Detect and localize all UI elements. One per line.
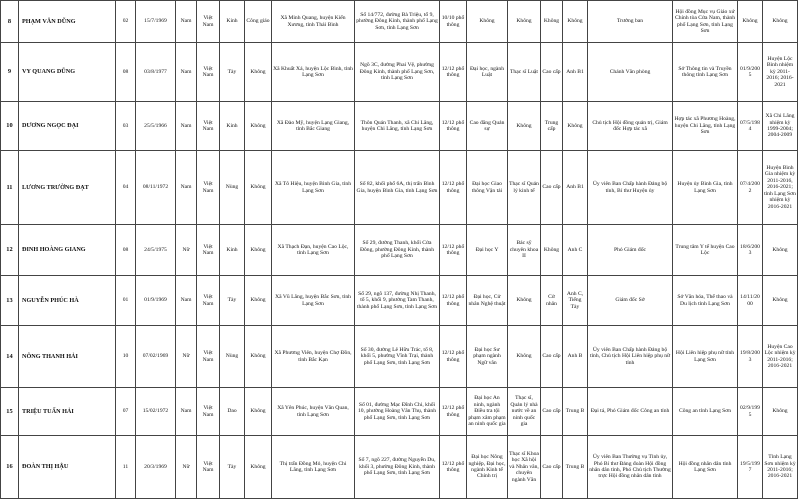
- row-number: 11: [1, 151, 19, 225]
- residence-cell: Thôn Quán Thanh, xã Chi Lăng, huyện Chi Lăng, tỉnh Lạng Sơn: [355, 102, 440, 151]
- degree-cell: Thạc sĩ Khoa học Xã hội và Nhân văn, chuyên ngành Văn: [508, 436, 541, 499]
- hometown-cell: Xã Phương Viên, huyện Chợ Đồn, tỉnh Bắc Kạn: [272, 326, 355, 388]
- education-cell: 12/12 phổ thông: [440, 436, 467, 499]
- religion-cell: Công giáo: [245, 1, 272, 43]
- unit-cell: 04: [116, 151, 136, 225]
- degree-cell: Không: [508, 276, 541, 326]
- birth-date-cell: 20/3/1969: [136, 436, 176, 499]
- position-cell: Giám đốc Sở: [588, 276, 673, 326]
- religion-cell: Không: [245, 326, 272, 388]
- delegate-history-cell: Huyện Bình Gia nhiệm kỳ 2011-2016, 2016-2021; tỉnh Lạng Sơn nhiệm kỳ 2016-2021: [763, 151, 798, 225]
- education-cell: 12/12 phổ thông: [440, 225, 467, 276]
- birth-date-cell: 01/9/1969: [136, 276, 176, 326]
- residence-cell: Số 82, khối phố 6A, thị trấn Bình Gia, huyện Bình Gia, tỉnh Lạng Sơn: [355, 151, 440, 225]
- specialty-cell: Không: [467, 1, 508, 43]
- birth-date-cell: 24/5/1975: [136, 225, 176, 276]
- nationality-cell: Việt Nam: [197, 225, 220, 276]
- religion-cell: Không: [245, 151, 272, 225]
- degree-cell: Thạc sĩ Quản lý kinh tế: [508, 151, 541, 225]
- unit-cell: 03: [116, 102, 136, 151]
- party-join-date-cell: 01/9/2005: [738, 43, 763, 102]
- position-cell: Ủy viên Ban Thường vụ Tỉnh ủy, Phó Bí thư Đảng đoàn Hội đồng nhân dân tỉnh, Phó Chủ tịch Thường trực Hội đồng nhân dân tỉnh: [588, 436, 673, 499]
- position-cell: Trưởng ban: [588, 1, 673, 43]
- position-cell: Ủy viên Ban Chấp hành Đảng bộ tỉnh, Bí thư Huyện ủy: [588, 151, 673, 225]
- birth-date-cell: 03/8/1977: [136, 43, 176, 102]
- gender-cell: Nữ: [176, 326, 197, 388]
- language-cell: Trung B: [563, 436, 588, 499]
- education-cell: 12/12 phổ thông: [440, 43, 467, 102]
- political-theory-cell: Cao cấp: [541, 151, 563, 225]
- nationality-cell: Việt Nam: [197, 151, 220, 225]
- ethnicity-cell: Kinh: [220, 1, 245, 43]
- position-cell: Đại tá, Phó Giám đốc Công an tỉnh: [588, 388, 673, 436]
- workplace-cell: Hội đồng nhân dân tỉnh Lạng Sơn: [673, 436, 738, 499]
- table-row: [1, 225, 798, 276]
- unit-cell: 02: [116, 1, 136, 43]
- row-number: 8: [1, 1, 19, 43]
- unit-cell: 08: [116, 43, 136, 102]
- language-cell: Trung B: [563, 388, 588, 436]
- party-join-date-cell: 18/6/2003: [738, 225, 763, 276]
- party-join-date-cell: 19/5/1997: [738, 436, 763, 499]
- ethnicity-cell: Kinh: [220, 225, 245, 276]
- education-cell: 12/12 phổ thông: [440, 388, 467, 436]
- hometown-cell: Thị trấn Đồng Mỏ, huyện Chi Lăng, tỉnh Lạng Sơn: [272, 436, 355, 499]
- language-cell: Anh B: [563, 326, 588, 388]
- degree-cell: Không: [508, 1, 541, 43]
- language-cell: Anh B1: [563, 151, 588, 225]
- specialty-cell: Đại học, Cử nhân Nghệ thuật: [467, 276, 508, 326]
- language-cell: Anh C: [563, 225, 588, 276]
- unit-cell: 07: [116, 388, 136, 436]
- ethnicity-cell: Nùng: [220, 151, 245, 225]
- table-row: [1, 102, 798, 151]
- religion-cell: Không: [245, 388, 272, 436]
- nationality-cell: Việt Nam: [197, 326, 220, 388]
- hometown-cell: Xã Yên Phúc, huyện Văn Quan, tỉnh Lạng Sơn: [272, 388, 355, 436]
- candidate-name: VY QUANG DŨNG: [19, 43, 116, 102]
- nationality-cell: Việt Nam: [197, 436, 220, 499]
- candidate-name: NGUYỄN PHÚC HÀ: [19, 276, 116, 326]
- table-row: [1, 276, 798, 326]
- education-cell: 10/10 phổ thông: [440, 1, 467, 43]
- ethnicity-cell: Tày: [220, 43, 245, 102]
- unit-cell: 08: [116, 225, 136, 276]
- education-cell: 12/12 phổ thông: [440, 151, 467, 225]
- specialty-cell: Đại học, ngành Luật: [467, 43, 508, 102]
- political-theory-cell: Không: [541, 1, 563, 43]
- residence-cell: Số 7, ngõ 227, đường Nguyễn Du, khối 3, phường Đông Kinh, thành phố Lạng Sơn, tỉnh Lạng Sơn: [355, 436, 440, 499]
- nationality-cell: Việt Nam: [197, 1, 220, 43]
- residence-cell: Số 29, ngõ 137, đường Nhị Thanh, tổ 5, khối 9, phường Tam Thanh, thành phố Lạng Sơn, tỉnh Lạng Sơn: [355, 276, 440, 326]
- language-cell: Không: [563, 1, 588, 43]
- workplace-cell: Hội Liên hiệp phụ nữ tỉnh Lạng Sơn: [673, 326, 738, 388]
- delegate-history-cell: Huyện Lộc Bình nhiệm kỳ 2011-2016; 2016-2021: [763, 43, 798, 102]
- table-row: [1, 1, 798, 43]
- residence-cell: Số 30, đường Lê Hữu Trác, tổ 8, khối 5, phường Vĩnh Trại, thành phố Lạng Sơn, tỉnh Lạng Sơn: [355, 326, 440, 388]
- ethnicity-cell: Kinh: [220, 102, 245, 151]
- table-row: [1, 326, 798, 388]
- candidate-name: LƯƠNG TRƯỜNG ĐẠT: [19, 151, 116, 225]
- row-number: 12: [1, 225, 19, 276]
- gender-cell: Nữ: [176, 225, 197, 276]
- delegate-history-cell: Không: [763, 276, 798, 326]
- candidate-name: PHẠM VĂN DŨNG: [19, 1, 116, 43]
- specialty-cell: Đại học Nông nghiệp, Đại học, ngành Kinh tế Chính trị: [467, 436, 508, 499]
- delegate-history-cell: Huyện Cao Lộc nhiệm kỳ 2011-2016; 2016-2021: [763, 326, 798, 388]
- table-row: [1, 436, 798, 499]
- position-cell: Chủ tịch Hội đồng quản trị, Giám đốc Hợp tác xã: [588, 102, 673, 151]
- gender-cell: Nam: [176, 102, 197, 151]
- position-cell: Chánh Văn phòng: [588, 43, 673, 102]
- workplace-cell: Huyện ủy Bình Gia, tỉnh Lạng Sơn: [673, 151, 738, 225]
- workplace-cell: Hợp tác xã Phương Hoàng, huyện Chi Lăng, tỉnh Lạng Sơn: [673, 102, 738, 151]
- delegate-history-cell: Không: [763, 1, 798, 43]
- religion-cell: Không: [245, 225, 272, 276]
- workplace-cell: Sở Văn hóa, Thể thao và Du lịch tỉnh Lạng Sơn: [673, 276, 738, 326]
- specialty-cell: Đại học An ninh, ngành Điều tra tội phạm xâm phạm an ninh quốc gia: [467, 388, 508, 436]
- row-number: 15: [1, 388, 19, 436]
- residence-cell: Số 14/772, đường Bà Triệu, tổ 9, phường Đông Kinh, thành phố Lạng Sơn, tỉnh Lạng Sơn: [355, 1, 440, 43]
- residence-cell: Số 29, đường Thanh, khối Cửa Đông, phường Đông Kinh, thành phố Lạng Sơn: [355, 225, 440, 276]
- position-cell: Ủy viên Ban Chấp hành Đảng bộ tỉnh, Chủ tịch Hội Liên hiệp phụ nữ tỉnh: [588, 326, 673, 388]
- religion-cell: Không: [245, 436, 272, 499]
- birth-date-cell: 25/5/1966: [136, 102, 176, 151]
- delegate-history-cell: Xã Chi Lăng nhiệm kỳ 1999-2004; 2004-2009: [763, 102, 798, 151]
- candidate-name: TRIỆU TUẤN HẢI: [19, 388, 116, 436]
- row-number: 10: [1, 102, 19, 151]
- language-cell: Anh C, Tiếng Tày: [563, 276, 588, 326]
- religion-cell: Không: [245, 276, 272, 326]
- nationality-cell: Việt Nam: [197, 102, 220, 151]
- political-theory-cell: Cao cấp: [541, 326, 563, 388]
- table-row: [1, 151, 798, 225]
- row-number: 13: [1, 276, 19, 326]
- unit-cell: 01: [116, 276, 136, 326]
- birth-date-cell: 15/02/1972: [136, 388, 176, 436]
- row-number: 9: [1, 43, 19, 102]
- party-join-date-cell: 02/9/1995: [738, 388, 763, 436]
- unit-cell: 11: [116, 436, 136, 499]
- position-cell: Phó Giám đốc: [588, 225, 673, 276]
- gender-cell: Nam: [176, 276, 197, 326]
- degree-cell: Không: [508, 102, 541, 151]
- candidate-name: ĐOÀN THỊ HẬU: [19, 436, 116, 499]
- degree-cell: Bác sỹ chuyên khoa II: [508, 225, 541, 276]
- religion-cell: Không: [245, 43, 272, 102]
- row-number: 16: [1, 436, 19, 499]
- gender-cell: Nam: [176, 1, 197, 43]
- religion-cell: Không: [245, 102, 272, 151]
- unit-cell: 10: [116, 326, 136, 388]
- education-cell: 12/12 phổ thông: [440, 102, 467, 151]
- gender-cell: Nữ: [176, 436, 197, 499]
- hometown-cell: Xã Minh Quang, huyện Kiến Xương, tỉnh Thái Bình: [272, 1, 355, 43]
- residence-cell: Số 01, đường Mạc Đĩnh Chi, khối 10, phường Hoàng Văn Thụ, thành phố Lạng Sơn, tỉnh Lạng Sơn: [355, 388, 440, 436]
- ethnicity-cell: Dao: [220, 388, 245, 436]
- party-join-date-cell: 19/8/2003: [738, 326, 763, 388]
- political-theory-cell: Cao cấp: [541, 388, 563, 436]
- hometown-cell: Xã Đào Mỹ, huyện Lạng Giang, tỉnh Bắc Giang: [272, 102, 355, 151]
- row-number: 14: [1, 326, 19, 388]
- language-cell: Anh B1: [563, 43, 588, 102]
- candidate-name: ĐINH HOÀNG GIANG: [19, 225, 116, 276]
- degree-cell: Không: [508, 326, 541, 388]
- table-row: [1, 388, 798, 436]
- education-cell: 12/12 phổ thông: [440, 276, 467, 326]
- degree-cell: Thạc sĩ, Quản lý nhà nước về an ninh quốc gia: [508, 388, 541, 436]
- ethnicity-cell: Nùng: [220, 326, 245, 388]
- workplace-cell: Công an tỉnh Lạng Sơn: [673, 388, 738, 436]
- ethnicity-cell: Tày: [220, 436, 245, 499]
- birth-date-cell: 08/11/1972: [136, 151, 176, 225]
- birth-date-cell: 07/02/1969: [136, 326, 176, 388]
- gender-cell: Nam: [176, 43, 197, 102]
- party-join-date-cell: Không: [738, 1, 763, 43]
- hometown-cell: Xã Thạch Đạn, huyện Cao Lộc, tỉnh Lạng Sơn: [272, 225, 355, 276]
- gender-cell: Nam: [176, 388, 197, 436]
- ethnicity-cell: Tày: [220, 276, 245, 326]
- birth-date-cell: 15/7/1969: [136, 1, 176, 43]
- delegate-history-cell: Tỉnh Lạng Sơn nhiệm kỳ 2011-2016; 2016-2021: [763, 436, 798, 499]
- specialty-cell: Cao đẳng Quản sự: [467, 102, 508, 151]
- political-theory-cell: Cao cấp: [541, 436, 563, 499]
- hometown-cell: Xã Tô Hiệu, huyện Bình Gia, tỉnh Lạng Sơn: [272, 151, 355, 225]
- candidate-name: NÔNG THANH HẢI: [19, 326, 116, 388]
- workplace-cell: Hội đồng Mục vụ Giáo xứ Chính tòa Cửa Nam, thành phố Lạng Sơn, tỉnh Lạng Sơn: [673, 1, 738, 43]
- workplace-cell: Trung tâm Y tế huyện Cao Lộc: [673, 225, 738, 276]
- specialty-cell: Đại học Y: [467, 225, 508, 276]
- residence-cell: Ngõ 3C, đường Phai Vệ, phường Đông Kinh, thành phố Lạng Sơn, tỉnh Lạng Sơn: [355, 43, 440, 102]
- education-cell: 12/12 phổ thông: [440, 326, 467, 388]
- gender-cell: Nam: [176, 151, 197, 225]
- table-row: [1, 43, 798, 102]
- workplace-cell: Sở Thông tin và Truyền thông tỉnh Lạng Sơn: [673, 43, 738, 102]
- political-theory-cell: Trung cấp: [541, 102, 563, 151]
- party-join-date-cell: 07/5/1984: [738, 102, 763, 151]
- nationality-cell: Việt Nam: [197, 276, 220, 326]
- delegate-history-cell: Không: [763, 388, 798, 436]
- nationality-cell: Việt Nam: [197, 388, 220, 436]
- political-theory-cell: Cử nhân: [541, 276, 563, 326]
- hometown-cell: Xã Vũ Lăng, huyện Bắc Sơn, tỉnh Lạng Sơn: [272, 276, 355, 326]
- degree-cell: Thạc sĩ Luật: [508, 43, 541, 102]
- party-join-date-cell: 14/11/2000: [738, 276, 763, 326]
- nationality-cell: Việt Nam: [197, 43, 220, 102]
- language-cell: Không: [563, 102, 588, 151]
- delegate-history-cell: Không: [763, 225, 798, 276]
- political-theory-cell: Không: [541, 225, 563, 276]
- hometown-cell: Xã Khuất Xá, huyện Lộc Bình, tỉnh Lạng Sơn: [272, 43, 355, 102]
- specialty-cell: Đại học Sư phạm ngành Ngữ văn: [467, 326, 508, 388]
- candidate-name: DƯƠNG NGỌC ĐẠI: [19, 102, 116, 151]
- party-join-date-cell: 07/4/2002: [738, 151, 763, 225]
- political-theory-cell: Cao cấp: [541, 43, 563, 102]
- specialty-cell: Đại học Giao thông Vận tải: [467, 151, 508, 225]
